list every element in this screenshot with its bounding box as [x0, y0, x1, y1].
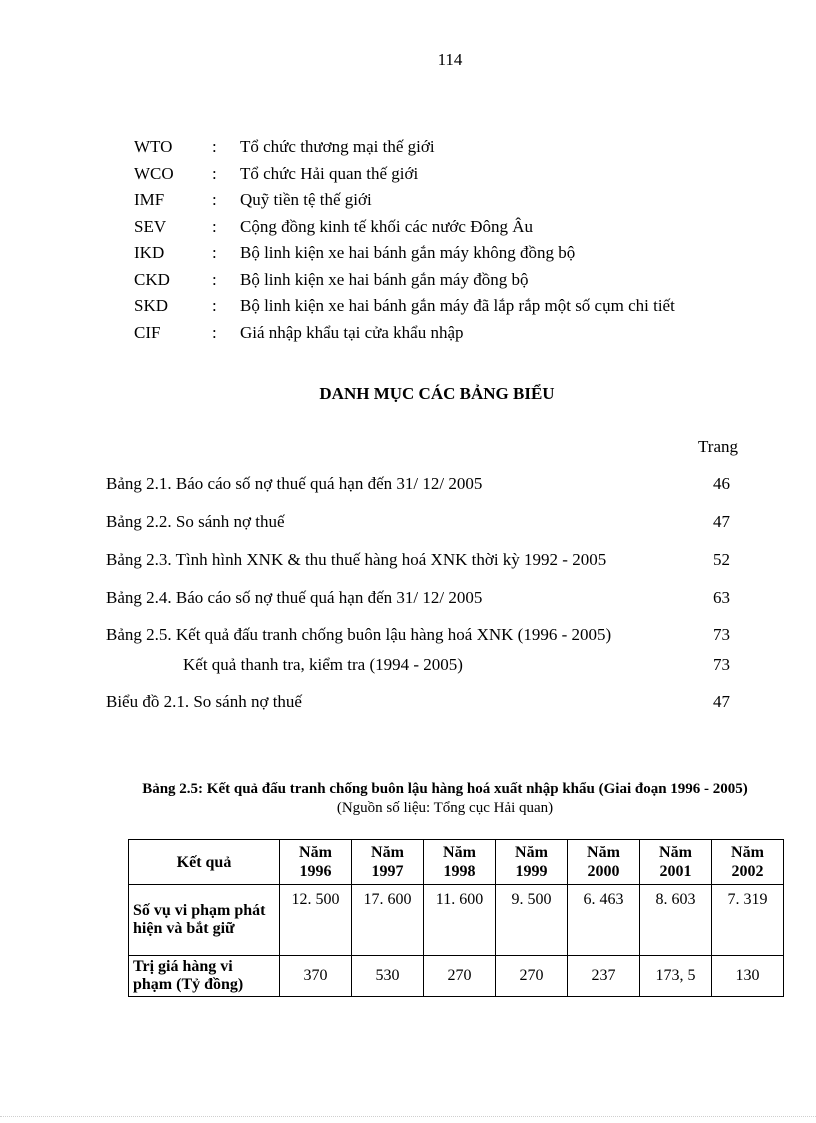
- table-cell: 6. 463: [568, 885, 640, 956]
- toc-entry-page: 63: [713, 588, 730, 607]
- abbreviation-description: Quỹ tiền tệ thế giới: [240, 190, 372, 209]
- abbreviation-colon: :: [212, 190, 217, 209]
- abbreviation-description: Bộ linh kiện xe hai bánh gắn máy đã lắp rắp một số cụm chi tiết: [240, 296, 675, 315]
- table-header-year: Năm 1996: [280, 840, 352, 885]
- abbreviation-row: [134, 136, 675, 163]
- table-caption-source: (Nguồn số liệu: Tổng cục Hải quan): [336, 800, 554, 816]
- toc-entry: [106, 473, 746, 495]
- abbreviation-description: Giá nhập khẩu tại cửa khẩu nhập: [240, 322, 464, 342]
- page-column-header: Trang: [698, 437, 738, 456]
- toc-entry-page: 52: [713, 550, 730, 569]
- abbreviation-description: Cộng đồng kinh tế khối các nước Đông Âu: [240, 216, 533, 236]
- abbreviation-row: [134, 295, 675, 322]
- abbreviation-code: SEV: [134, 216, 167, 236]
- page-number: 114: [437, 50, 463, 69]
- section-title: DANH MỤC CÁC BẢNG BIỂU: [319, 384, 555, 403]
- abbreviation-code: CIF: [134, 322, 161, 342]
- table-header-year: Năm 1999: [496, 840, 568, 885]
- table-cell: 370: [280, 956, 352, 997]
- table-of-contents: [106, 473, 746, 713]
- toc-entry-label: Biểu đồ 2.1. So sánh nợ thuế: [106, 692, 302, 711]
- table-cell: 17. 600: [352, 885, 424, 956]
- table-header-year: Năm 2002: [712, 840, 784, 885]
- abbreviation-colon: :: [212, 269, 217, 289]
- table-cell: 12. 500: [280, 885, 352, 956]
- table-cell: 270: [424, 956, 496, 997]
- toc-entry-label: Kết quả thanh tra, kiểm tra (1994 - 2005): [183, 655, 463, 674]
- toc-entry-page: 73: [713, 655, 730, 674]
- abbreviation-code: SKD: [134, 296, 169, 315]
- abbreviation-row: [134, 163, 675, 190]
- abbreviation-colon: :: [212, 216, 217, 236]
- table-cell: 130: [712, 956, 784, 997]
- toc-entry-page: 46: [713, 474, 730, 493]
- toc-entry: [106, 654, 746, 676]
- table-header-year: Năm 2000: [568, 840, 640, 885]
- abbreviation-row: [134, 242, 675, 269]
- abbreviation-colon: :: [212, 322, 217, 342]
- toc-entry-page: 47: [713, 512, 730, 531]
- abbreviation-row: [134, 189, 675, 216]
- table-header-label: Kết quả: [129, 840, 280, 885]
- table-cell: 11. 600: [424, 885, 496, 956]
- results-table: [128, 839, 784, 997]
- table-row: [129, 956, 784, 997]
- toc-entry-label: Bảng 2.1. Báo cáo số nợ thuế quá hạn đến 31/ 12/ 2005: [106, 474, 483, 493]
- abbreviation-row: [134, 269, 675, 296]
- table-cell: 9. 500: [496, 885, 568, 956]
- toc-entry: [106, 624, 746, 646]
- abbreviation-colon: :: [212, 163, 217, 183]
- abbreviation-description: Tổ chức Hải quan thế giới: [240, 163, 419, 183]
- toc-entry: [106, 511, 746, 533]
- table-cell: 173, 5: [640, 956, 712, 997]
- table-cell: 530: [352, 956, 424, 997]
- abbreviation-code: IKD: [134, 243, 165, 262]
- table-caption: [140, 780, 750, 818]
- abbreviation-code: WTO: [134, 137, 173, 156]
- toc-entry-label: Bảng 2.2. So sánh nợ thuế: [106, 512, 285, 531]
- table-cell: 237: [568, 956, 640, 997]
- table-cell: 270: [496, 956, 568, 997]
- table-caption-title: Bảng 2.5: Kết quả đấu tranh chống buôn lậu hàng hoá xuất nhập khẩu (Giai đoạn 1996 - 2005): [142, 781, 748, 797]
- table-header-year: Năm 1998: [424, 840, 496, 885]
- abbreviation-description: Bộ linh kiện xe hai bánh gắn máy không đồng bộ: [240, 243, 576, 262]
- table-row-label: Số vụ vi phạm phát hiện và bắt giữ: [129, 885, 280, 956]
- toc-entry-page: 73: [713, 625, 730, 644]
- abbreviation-list: [134, 136, 675, 348]
- toc-entry-label: Bảng 2.3. Tình hình XNK & thu thuế hàng hoá XNK thời kỳ 1992 - 2005: [106, 550, 607, 569]
- abbreviation-row: [134, 216, 675, 243]
- abbreviation-code: WCO: [134, 163, 174, 183]
- abbreviation-description: Tổ chức thương mại thế giới: [240, 137, 435, 156]
- toc-entry-label: Bảng 2.5. Kết quả đấu tranh chống buôn lậu hàng hoá XNK (1996 - 2005): [106, 625, 612, 644]
- abbreviation-colon: :: [212, 243, 217, 262]
- table-cell: 8. 603: [640, 885, 712, 956]
- abbreviation-code: CKD: [134, 269, 170, 289]
- toc-entry-page: 47: [713, 692, 730, 711]
- abbreviation-colon: :: [212, 296, 217, 315]
- toc-entry: [106, 587, 746, 609]
- abbreviation-row: [134, 322, 675, 349]
- table-header-year: Năm 2001: [640, 840, 712, 885]
- table-header-row: [129, 840, 784, 885]
- table-row-label: Trị giá hàng vi phạm (Tỷ đồng): [129, 956, 280, 997]
- table-cell: 7. 319: [712, 885, 784, 956]
- table-header-year: Năm 1997: [352, 840, 424, 885]
- page-bottom-divider: [0, 1116, 816, 1117]
- abbreviation-colon: :: [212, 137, 217, 156]
- toc-entry-label: Bảng 2.4. Báo cáo số nợ thuế quá hạn đến 31/ 12/ 2005: [106, 588, 483, 607]
- toc-entry: [106, 549, 746, 571]
- abbreviation-code: IMF: [134, 190, 165, 209]
- abbreviation-description: Bộ linh kiện xe hai bánh gắn máy đồng bộ: [240, 269, 529, 289]
- toc-entry: [106, 691, 746, 713]
- table-row: [129, 885, 784, 956]
